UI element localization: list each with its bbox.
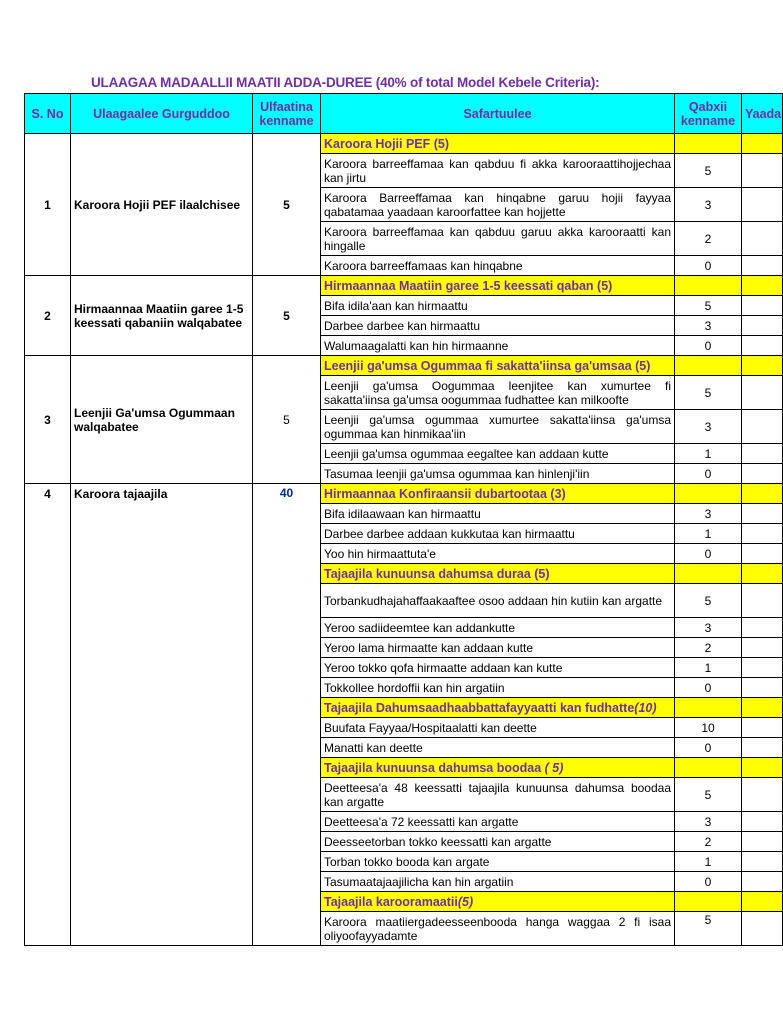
item-text: Karoora barreeffamaa kan qabduu garuu akka karooraatti kan hingalle — [321, 222, 675, 256]
item-text: Torbankudhajahaffaakaaftee osoo addaan hin kutiin kan argatte — [321, 584, 675, 618]
item-text: Deesseetorban tokko keessatti kan argatte — [321, 832, 675, 852]
item-text: Torban tokko booda kan argate — [321, 852, 675, 872]
subheader-fill — [675, 356, 742, 376]
item-score: 2 — [675, 832, 742, 852]
item-score: 5 — [675, 778, 742, 812]
item-text: Karoora barreeffamaas kan hinqabne — [321, 256, 675, 276]
yaada-cell — [742, 524, 783, 544]
yaada-cell — [742, 778, 783, 812]
item-score: 1 — [675, 524, 742, 544]
criterion-label: Hirmaannaa Maatiin garee 1-5 keessati qabaniin walqabatee — [71, 276, 253, 356]
item-text: Deetteesa'a 72 keessatti kan argatte — [321, 812, 675, 832]
criterion-weight: 5 — [253, 134, 321, 276]
header-criteria: Ulaagaalee Gurguddoo — [71, 94, 253, 134]
item-text: Darbee darbee addaan kukkutaa kan hirmaattu — [321, 524, 675, 544]
yaada-cell — [742, 222, 783, 256]
item-text: Karoora maatiiergadeesseenbooda hanga waggaa 2 fi isaa oliyoofayyadamte — [321, 912, 675, 946]
header-yaada: Yaada — [742, 94, 783, 134]
item-score: 1 — [675, 444, 742, 464]
item-score: 0 — [675, 464, 742, 484]
yaada-cell — [742, 504, 783, 524]
subheader-fill — [675, 892, 742, 912]
item-text: Yeroo sadiideemtee kan addankutte — [321, 618, 675, 638]
subgroup-title — [321, 758, 675, 778]
header-score-line2: kenname — [680, 113, 736, 128]
yaada-cell — [742, 376, 783, 410]
criterion-weight: 40 — [253, 484, 321, 946]
criterion-weight: 5 — [253, 276, 321, 356]
yaada-cell — [742, 618, 783, 638]
document-title: ULAAGAA MADAALLII MAATII ADDA-DUREE (40% of total Model Kebele Criteria): — [91, 75, 600, 90]
subgroup-title: Tajaajila kunuunsa dahumsa duraa (5) — [321, 564, 675, 584]
item-score: 0 — [675, 336, 742, 356]
item-text: Yoo hin hirmaattuta'e — [321, 544, 675, 564]
subgroup-title — [321, 892, 675, 912]
item-text: Yeroo lama hirmaatte kan addaan kutte — [321, 638, 675, 658]
item-text: Tokkollee hordoffii kan hin argatiin — [321, 678, 675, 698]
subheader-fill — [742, 698, 783, 718]
yaada-cell — [742, 584, 783, 618]
item-score: 5 — [675, 296, 742, 316]
yaada-cell — [742, 912, 783, 946]
subheader-fill — [742, 356, 783, 376]
subgroup-title-points: (10) — [634, 700, 657, 715]
item-score: 1 — [675, 852, 742, 872]
criterion-label: Karoora tajaajila — [71, 484, 253, 946]
item-text: Bifa idilaawaan kan hirmaattu — [321, 504, 675, 524]
item-score: 0 — [675, 678, 742, 698]
criterion-label: Leenjii Ga'umsa Ogummaan walqabatee — [71, 356, 253, 484]
subheader-fill — [675, 276, 742, 296]
item-score: 3 — [675, 812, 742, 832]
subgroup-title: Leenjii ga'umsa Ogummaa fi sakatta'iinsa ga'umsaa (5) — [321, 356, 675, 376]
header-row — [25, 94, 783, 134]
item-score: 1 — [675, 658, 742, 678]
item-text: Tasumaa leenjii ga'umsa ogummaa kan hinlenji'iin — [321, 464, 675, 484]
item-score: 5 — [675, 376, 742, 410]
subheader-row — [25, 356, 783, 376]
section-number: 1 — [25, 134, 71, 276]
subheader-row — [25, 484, 783, 504]
section-number: 3 — [25, 356, 71, 484]
yaada-cell — [742, 296, 783, 316]
item-text: Buufata Fayyaa/Hospitaalatti kan deette — [321, 718, 675, 738]
subheader-fill — [742, 758, 783, 778]
item-score: 5 — [675, 912, 742, 946]
header-weight — [253, 94, 321, 134]
yaada-cell — [742, 256, 783, 276]
item-text: Bifa idila'aan kan hirmaattu — [321, 296, 675, 316]
yaada-cell — [742, 658, 783, 678]
yaada-cell — [742, 154, 783, 188]
yaada-cell — [742, 638, 783, 658]
subgroup-title: Hirmaannaa Konfiraansii dubartootaa (3) — [321, 484, 675, 504]
item-score: 0 — [675, 738, 742, 758]
header-score-line1: Qabxii — [688, 99, 728, 114]
yaada-cell — [742, 738, 783, 758]
item-text: Walumaagalatti kan hin hirmaanne — [321, 336, 675, 356]
subgroup-title-text: Tajaajila karooramaatii — [324, 894, 458, 909]
subgroup-title: Karoora Hojii PEF (5) — [321, 134, 675, 154]
item-text: Tasumaatajaajilicha kan hin argatiin — [321, 872, 675, 892]
yaada-cell — [742, 336, 783, 356]
yaada-cell — [742, 444, 783, 464]
item-score: 3 — [675, 410, 742, 444]
yaada-cell — [742, 188, 783, 222]
subheader-fill — [675, 698, 742, 718]
item-score: 5 — [675, 584, 742, 618]
subgroup-title — [321, 698, 675, 718]
subgroup-title-text: Tajaajila kunuunsa dahumsa boodaa — [324, 760, 545, 775]
subheader-row — [25, 276, 783, 296]
yaada-cell — [742, 718, 783, 738]
item-text: Karoora barreeffamaa kan qabduu fi akka karooraattihojjechaa kan jirtu — [321, 154, 675, 188]
header-sno: S. No — [25, 94, 71, 134]
yaada-cell — [742, 464, 783, 484]
item-text: Leenjii ga'umsa ogummaa eegaltee kan addaan kutte — [321, 444, 675, 464]
subheader-fill — [742, 134, 783, 154]
yaada-cell — [742, 872, 783, 892]
item-score: 3 — [675, 316, 742, 336]
subheader-fill — [742, 484, 783, 504]
subheader-fill — [675, 758, 742, 778]
subheader-fill — [742, 564, 783, 584]
item-score: 2 — [675, 222, 742, 256]
yaada-cell — [742, 832, 783, 852]
item-text: Leenjii ga'umsa ogummaa xumurtee sakatta'iinsa ga'umsa ogummaa kan hinmikaa'iin — [321, 410, 675, 444]
item-score: 3 — [675, 504, 742, 524]
yaada-cell — [742, 852, 783, 872]
yaada-cell — [742, 812, 783, 832]
criterion-weight: 5 — [253, 356, 321, 484]
subheader-fill — [742, 892, 783, 912]
section-number: 4 — [25, 484, 71, 946]
item-score: 0 — [675, 256, 742, 276]
item-score: 0 — [675, 544, 742, 564]
section-number: 2 — [25, 276, 71, 356]
item-score: 2 — [675, 638, 742, 658]
subgroup-title-text: Tajaajila Dahumsaadhaabbattafayyaatti kan fudhatte — [324, 700, 635, 715]
yaada-cell — [742, 410, 783, 444]
header-weight-line1: Ulfaatina — [260, 99, 313, 114]
item-score: 10 — [675, 718, 742, 738]
item-text: Darbee darbee kan hirmaattu — [321, 316, 675, 336]
item-score: 3 — [675, 618, 742, 638]
item-text: Deetteesa'a 48 keessatti tajaajila kunuunsa dahumsa boodaa kan argatte — [321, 778, 675, 812]
subheader-fill — [675, 134, 742, 154]
criterion-label: Karoora Hojii PEF ilaalchisee — [71, 134, 253, 276]
item-score: 5 — [675, 154, 742, 188]
item-score: 3 — [675, 188, 742, 222]
criteria-table — [24, 93, 783, 946]
item-text: Leenjii ga'umsa Oogummaa leenjitee kan xumurtee fi sakatta'iinsa ga'umsa oogummaa fudhattee kan milkoofte — [321, 376, 675, 410]
subheader-fill — [675, 484, 742, 504]
yaada-cell — [742, 678, 783, 698]
subheader-fill — [742, 276, 783, 296]
yaada-cell — [742, 544, 783, 564]
subgroup-title-points: ( 5) — [544, 760, 564, 775]
subheader-fill — [675, 564, 742, 584]
subheader-row — [25, 134, 783, 154]
item-score: 0 — [675, 872, 742, 892]
header-weight-line2: kenname — [259, 113, 314, 128]
subgroup-title: Hirmaannaa Maatiin garee 1-5 keessati qaban (5) — [321, 276, 675, 296]
subgroup-title-points: (5) — [457, 894, 474, 909]
item-text: Yeroo tokko qofa hirmaatte addaan kan kutte — [321, 658, 675, 678]
item-text: Karoora Barreeffamaa kan hinqabne garuu hojii fayyaa qabatamaa yaadaan karoorfattee kan hojjette — [321, 188, 675, 222]
item-text: Manatti kan deette — [321, 738, 675, 758]
header-target: Safartuulee — [321, 94, 675, 134]
yaada-cell — [742, 316, 783, 336]
header-score — [675, 94, 742, 134]
